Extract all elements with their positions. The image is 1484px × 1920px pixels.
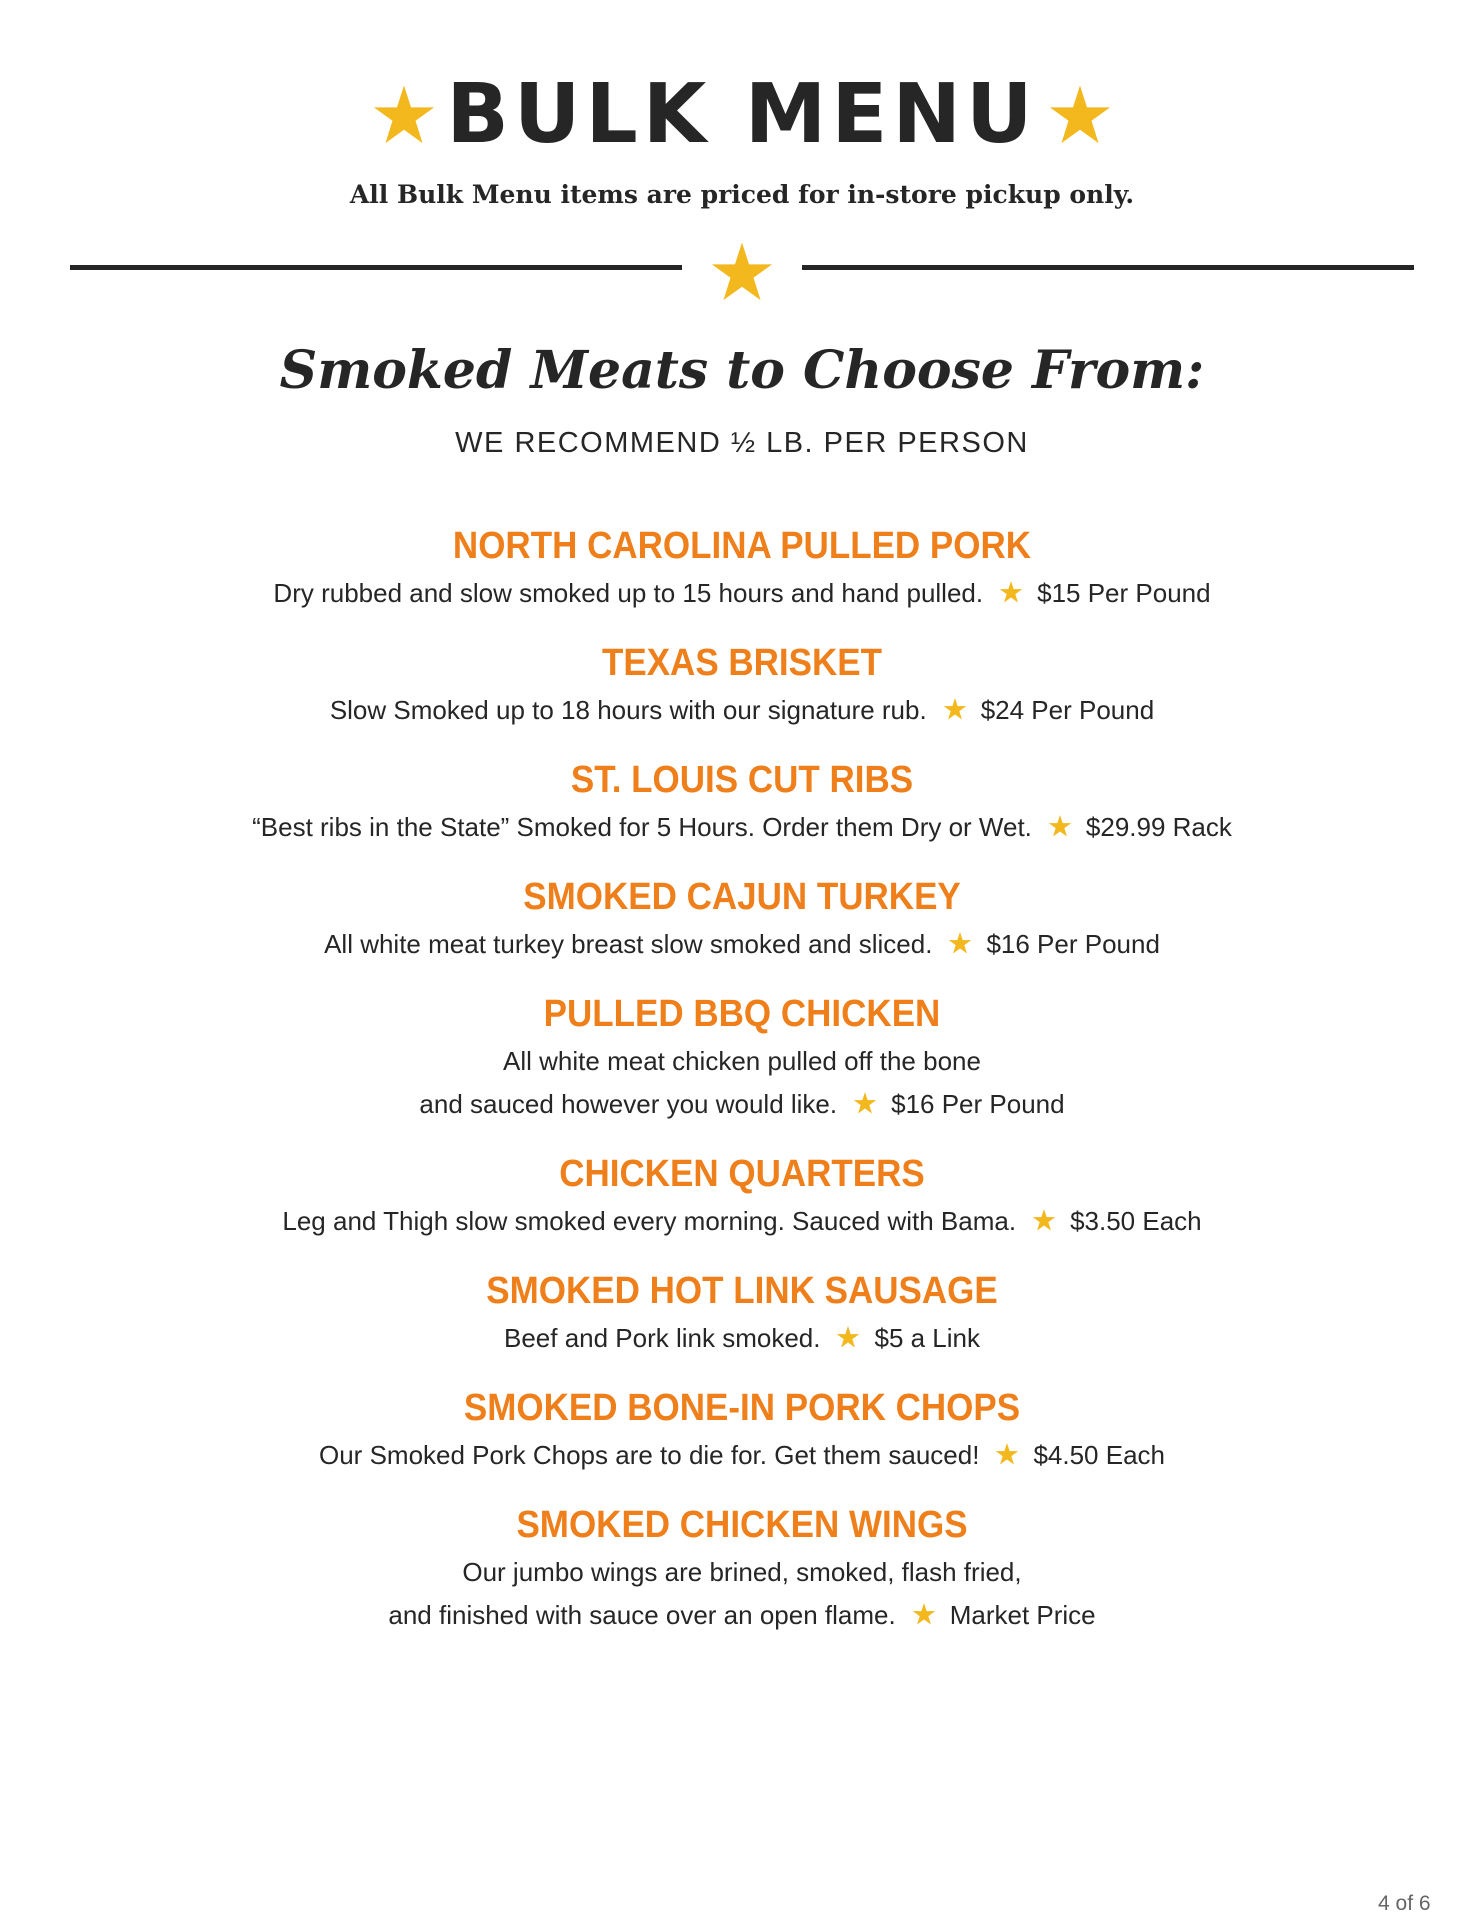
menu-item-name: PULLED BBQ CHICKEN [543, 992, 941, 1035]
menu-item-price: $5 a Link [874, 1323, 981, 1353]
menu-item-detail-line [0, 1434, 1484, 1479]
star-icon [995, 1436, 1019, 1479]
menu-item-detail-line [0, 1083, 1484, 1128]
divider [0, 240, 1484, 300]
menu-item-detail-line [0, 923, 1484, 968]
divider-rule-right [802, 265, 1414, 270]
menu-item-description: “Best ribs in the State” Smoked for 5 Hours. Order them Dry or Wet. [252, 812, 1032, 842]
menu-item-detail-line [0, 689, 1484, 734]
menu-item-detail-line [0, 1200, 1484, 1245]
menu-item-description: and finished with sauce over an open flame. [388, 1600, 896, 1630]
menu-item [0, 988, 1484, 1128]
star-icon [372, 83, 436, 147]
serving-recommendation: WE RECOMMEND ½ LB. PER PERSON [455, 427, 1029, 459]
star-icon [999, 574, 1023, 617]
menu-item-price: $4.50 Each [1033, 1440, 1165, 1470]
menu-header [0, 67, 1484, 162]
menu-item-description: Leg and Thigh slow smoked every morning. Sauced with Bama. [282, 1206, 1017, 1236]
menu-item-name: ST. LOUIS CUT RIBS [570, 758, 914, 801]
menu-item [0, 1499, 1484, 1639]
menu-item-name: CHICKEN QUARTERS [559, 1152, 925, 1195]
menu-item [0, 871, 1484, 968]
menu-item-detail-line [0, 1317, 1484, 1362]
menu-item [0, 1382, 1484, 1479]
pickup-notice: All Bulk Menu items are priced for in-store pickup only. [349, 180, 1135, 209]
menu-item [0, 754, 1484, 851]
menu-item-description: Beef and Pork link smoked. [503, 1323, 821, 1353]
menu-item-name: TEXAS BRISKET [601, 641, 883, 684]
menu-item-name: SMOKED CAJUN TURKEY [523, 875, 961, 918]
star-icon [943, 691, 967, 734]
section-title: Smoked Meats to Choose From: [279, 340, 1205, 401]
divider-rule-left [70, 265, 682, 270]
menu-item-price: $16 Per Pound [891, 1089, 1065, 1119]
menu-item-price: $3.50 Each [1070, 1206, 1202, 1236]
page-number: 4 of 6 [1378, 1892, 1431, 1915]
menu-item-price: $29.99 Rack [1085, 812, 1232, 842]
star-icon [853, 1085, 877, 1128]
menu-item-description: Our jumbo wings are brined, smoked, flash fried, [462, 1557, 1022, 1587]
menu-item [0, 637, 1484, 734]
menu-item-detail-line [0, 1594, 1484, 1639]
menu-item-price: $24 Per Pound [980, 695, 1155, 725]
menu-item-price: Market Price [949, 1600, 1096, 1630]
menu-item-description: and sauced however you would like. [419, 1089, 838, 1119]
menu-item-name: SMOKED CHICKEN WINGS [516, 1503, 968, 1546]
menu-item-description: All white meat turkey breast slow smoked and sliced. [324, 929, 933, 959]
star-icon [1048, 808, 1072, 851]
menu-item-name: SMOKED HOT LINK SAUSAGE [486, 1269, 998, 1312]
star-icon [836, 1319, 860, 1362]
menu-items [0, 520, 1484, 1659]
star-icon [710, 240, 774, 304]
menu-item-description: Our Smoked Pork Chops are to die for. Get them sauced! [319, 1440, 980, 1470]
menu-item-price: $16 Per Pound [986, 929, 1160, 959]
menu-item [0, 520, 1484, 617]
menu-item-name: SMOKED BONE-IN PORK CHOPS [463, 1386, 1021, 1429]
star-icon [1032, 1202, 1056, 1245]
star-icon [912, 1596, 936, 1639]
page-title: BULK MENU [446, 67, 1038, 162]
menu-item-description: Dry rubbed and slow smoked up to 15 hours and hand pulled. [273, 578, 984, 608]
star-icon [1048, 83, 1112, 147]
menu-item-detail-line [0, 572, 1484, 617]
menu-item-description: All white meat chicken pulled off the bone [503, 1046, 981, 1076]
menu-item-description: Slow Smoked up to 18 hours with our signature rub. [329, 695, 927, 725]
menu-item-name: NORTH CAROLINA PULLED PORK [452, 524, 1032, 567]
menu-item [0, 1265, 1484, 1362]
menu-item-detail-line [0, 806, 1484, 851]
menu-item [0, 1148, 1484, 1245]
star-icon [948, 925, 972, 968]
menu-item-price: $15 Per Pound [1037, 578, 1211, 608]
